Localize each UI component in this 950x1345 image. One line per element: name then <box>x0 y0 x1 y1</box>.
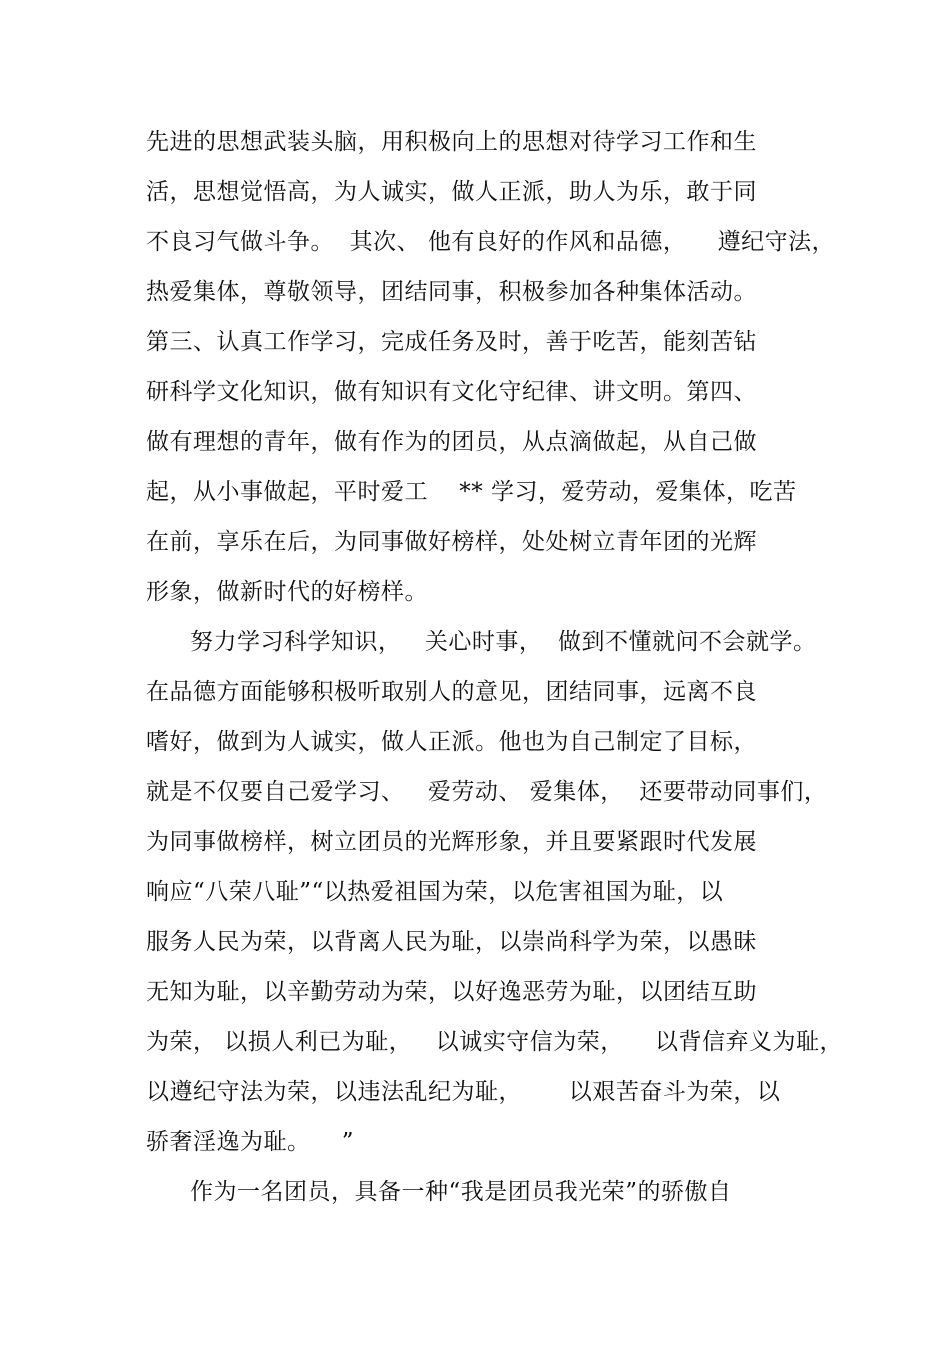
text-line: 为同事做榜样，树立团员的光辉形象，并且要紧跟时代发展 <box>146 829 757 855</box>
text-line: 在品德方面能够积极听取别人的意见，团结同事，远离不良 <box>146 679 757 705</box>
text-line: 骄奢淫逸为耻。 ” <box>146 1129 355 1155</box>
text-line: 就是不仅要自己爱学习、 爱劳动、 爱集体， 还要带动同事们， <box>146 779 828 805</box>
text-line: 以遵纪守法为荣，以违法乱纪为耻， 以艰苦奋斗为荣，以 <box>146 1079 781 1105</box>
paragraph-first-line: 作为一名团员，具备一种“我是团员我光荣”的骄傲自 <box>190 1179 732 1205</box>
text-line: 在前，享乐在后，为同事做好榜样，处处树立青年团的光辉 <box>146 529 757 555</box>
text-line: 形象，做新时代的好榜样。 <box>146 579 428 605</box>
text-line: 嗜好，做到为人诚实，做人正派。他也为自己制定了目标， <box>146 729 757 755</box>
text-line: 第三、认真工作学习，完成任务及时，善于吃苦，能刻苦钻 <box>146 329 757 355</box>
text-line: 做有理想的青年，做有作为的团员，从点滴做起，从自己做 <box>146 429 757 455</box>
text-line: 无知为耻，以辛勤劳动为荣，以好逸恶劳为耻，以团结互助 <box>146 979 757 1005</box>
text-line: 起，从小事做起，平时爱工 ** 学习，爱劳动，爱集体，吃苦 <box>146 479 797 505</box>
text-line: 热爱集体，尊敬领导，团结同事，积极参加各种集体活动。 <box>146 279 757 305</box>
text-line: 为荣， 以损人利已为耻， 以诚实守信为荣， 以背信弃义为耻， <box>146 1029 843 1055</box>
paragraph-first-line: 努力学习科学知识， 关心时事， 做到不懂就问不会就学。 <box>190 629 817 655</box>
text-line: 研科学文化知识，做有知识有文化守纪律、讲文明。第四、 <box>146 379 757 405</box>
text-line: 先进的思想武装头脑，用积极向上的思想对待学习工作和生 <box>146 129 757 155</box>
text-line: 响应“八荣八耻”“以热爱祖国为荣，以危害祖国为耻，以 <box>146 879 724 905</box>
text-line: 活，思想觉悟高，为人诚实，做人正派，助人为乐，敢于同 <box>146 179 757 205</box>
text-line: 不良习气做斗争。 其次、 他有良好的作风和品德， 遵纪守法， <box>146 229 836 255</box>
text-line: 服务人民为荣，以背离人民为耻，以崇尚科学为荣，以愚昧 <box>146 929 757 955</box>
